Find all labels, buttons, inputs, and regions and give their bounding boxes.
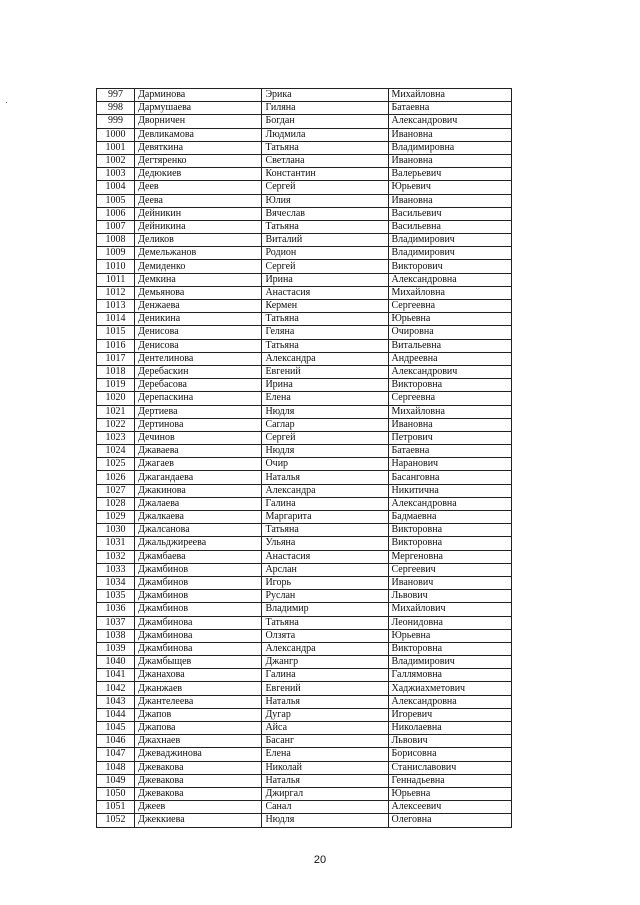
- table-row: [97, 141, 512, 154]
- table-row: [97, 801, 512, 814]
- row-number-cell: 1005: [97, 194, 135, 207]
- surname-cell: Джамбинов: [135, 563, 262, 576]
- patronymic-cell: Наранович: [388, 458, 511, 471]
- row-number-cell: 1021: [97, 405, 135, 418]
- page-number: 20: [313, 854, 327, 866]
- surname-cell: Демельжанов: [135, 247, 262, 260]
- patronymic-cell: Викторовна: [388, 524, 511, 537]
- surname-cell: Джевакова: [135, 787, 262, 800]
- table-row: [97, 787, 512, 800]
- first-name-cell: Очир: [262, 458, 388, 471]
- row-number-cell: 1036: [97, 603, 135, 616]
- table-row: [97, 128, 512, 141]
- first-name-cell: Джиргал: [262, 787, 388, 800]
- row-number-cell: 1017: [97, 352, 135, 365]
- table-row: [97, 735, 512, 748]
- surname-cell: Джамбаева: [135, 550, 262, 563]
- surname-cell: Дарминова: [135, 89, 262, 102]
- row-number-cell: 1029: [97, 511, 135, 524]
- first-name-cell: Александра: [262, 484, 388, 497]
- table-row: [97, 89, 512, 102]
- first-name-cell: Айса: [262, 722, 388, 735]
- surname-cell: Джамбинова: [135, 642, 262, 655]
- patronymic-cell: Владимирович: [388, 247, 511, 260]
- patronymic-cell: Галлямовна: [388, 669, 511, 682]
- table-row: [97, 629, 512, 642]
- first-name-cell: Константин: [262, 168, 388, 181]
- table-row: [97, 682, 512, 695]
- table-row: [97, 102, 512, 115]
- row-number-cell: 1013: [97, 300, 135, 313]
- row-number-cell: 1026: [97, 471, 135, 484]
- row-number-cell: 1001: [97, 141, 135, 154]
- row-number-cell: 1048: [97, 761, 135, 774]
- surname-cell: Деева: [135, 194, 262, 207]
- surname-cell: Дворничен: [135, 115, 262, 128]
- surname-cell: Девликамова: [135, 128, 262, 141]
- first-name-cell: Гиляна: [262, 102, 388, 115]
- first-name-cell: Николай: [262, 761, 388, 774]
- table-row: [97, 524, 512, 537]
- table-row: [97, 379, 512, 392]
- row-number-cell: 1018: [97, 365, 135, 378]
- surname-cell: Джевакова: [135, 774, 262, 787]
- patronymic-cell: Андреевна: [388, 352, 511, 365]
- first-name-cell: Арслан: [262, 563, 388, 576]
- row-number-cell: 1009: [97, 247, 135, 260]
- surname-cell: Демкина: [135, 273, 262, 286]
- table-row: [97, 286, 512, 299]
- first-name-cell: Басанг: [262, 735, 388, 748]
- patronymic-cell: Валерьевич: [388, 168, 511, 181]
- patronymic-cell: Юрьевна: [388, 629, 511, 642]
- first-name-cell: Людмила: [262, 128, 388, 141]
- row-number-cell: 1010: [97, 260, 135, 273]
- surname-cell: Джамбинов: [135, 576, 262, 589]
- patronymic-cell: Михайловна: [388, 405, 511, 418]
- first-name-cell: Ирина: [262, 379, 388, 392]
- surname-cell: Дейникин: [135, 207, 262, 220]
- row-number-cell: 997: [97, 89, 135, 102]
- table-row: [97, 656, 512, 669]
- surname-cell: Джамбинова: [135, 629, 262, 642]
- table-row: [97, 260, 512, 273]
- row-number-cell: 1012: [97, 286, 135, 299]
- first-name-cell: Игорь: [262, 576, 388, 589]
- first-name-cell: Юлия: [262, 194, 388, 207]
- first-name-cell: Наталья: [262, 695, 388, 708]
- surname-cell: Демиденко: [135, 260, 262, 273]
- patronymic-cell: Михайловна: [388, 286, 511, 299]
- patronymic-cell: Владимирович: [388, 656, 511, 669]
- patronymic-cell: Ивановна: [388, 418, 511, 431]
- patronymic-cell: Ивановна: [388, 194, 511, 207]
- surname-cell: Деребаскин: [135, 365, 262, 378]
- surname-cell: Джапов: [135, 708, 262, 721]
- table-row: [97, 300, 512, 313]
- surname-cell: Джалсанова: [135, 524, 262, 537]
- patronymic-cell: Александровна: [388, 695, 511, 708]
- patronymic-cell: Хаджиахметович: [388, 682, 511, 695]
- row-number-cell: 1042: [97, 682, 135, 695]
- patronymic-cell: Батаевна: [388, 102, 511, 115]
- patronymic-cell: Батаевна: [388, 445, 511, 458]
- first-name-cell: Дугар: [262, 708, 388, 721]
- patronymic-cell: Михайловна: [388, 89, 511, 102]
- table-row: [97, 365, 512, 378]
- table-row: [97, 326, 512, 339]
- patronymic-cell: Очировна: [388, 326, 511, 339]
- row-number-cell: 1030: [97, 524, 135, 537]
- row-number-cell: 1025: [97, 458, 135, 471]
- row-number-cell: 1050: [97, 787, 135, 800]
- patronymic-cell: Сергеевич: [388, 563, 511, 576]
- patronymic-cell: Михайлович: [388, 603, 511, 616]
- row-number-cell: 1022: [97, 418, 135, 431]
- first-name-cell: Ирина: [262, 273, 388, 286]
- first-name-cell: Галина: [262, 497, 388, 510]
- patronymic-cell: Сергеевна: [388, 300, 511, 313]
- first-name-cell: Руслан: [262, 590, 388, 603]
- patronymic-cell: Александровна: [388, 273, 511, 286]
- first-name-cell: Ульяна: [262, 537, 388, 550]
- patronymic-cell: Владимирович: [388, 234, 511, 247]
- row-number-cell: 1027: [97, 484, 135, 497]
- row-number-cell: 1007: [97, 220, 135, 233]
- surname-cell: Джаваева: [135, 445, 262, 458]
- surname-cell: Джеккиева: [135, 814, 262, 827]
- surname-cell: Джалкаева: [135, 511, 262, 524]
- patronymic-cell: Васильевич: [388, 207, 511, 220]
- surname-cell: Дентелинова: [135, 352, 262, 365]
- patronymic-cell: Борисовна: [388, 748, 511, 761]
- patronymic-cell: Викторовна: [388, 642, 511, 655]
- patronymic-cell: Олеговна: [388, 814, 511, 827]
- table-row: [97, 497, 512, 510]
- patronymic-cell: Иванович: [388, 576, 511, 589]
- first-name-cell: Богдан: [262, 115, 388, 128]
- table-row: [97, 563, 512, 576]
- surname-cell: Джакинова: [135, 484, 262, 497]
- row-number-cell: 1019: [97, 379, 135, 392]
- surname-cell: Джеев: [135, 801, 262, 814]
- patronymic-cell: Львович: [388, 735, 511, 748]
- first-name-cell: Татьяна: [262, 313, 388, 326]
- table-row: [97, 603, 512, 616]
- row-number-cell: 1006: [97, 207, 135, 220]
- surname-cell: Джагандаева: [135, 471, 262, 484]
- name-list-table: [96, 88, 512, 828]
- first-name-cell: Сергей: [262, 181, 388, 194]
- row-number-cell: 1004: [97, 181, 135, 194]
- row-number-cell: 1035: [97, 590, 135, 603]
- table-row: [97, 550, 512, 563]
- surname-cell: Дертиева: [135, 405, 262, 418]
- table-row: [97, 616, 512, 629]
- first-name-cell: Елена: [262, 392, 388, 405]
- surname-cell: Денисова: [135, 339, 262, 352]
- first-name-cell: Саглар: [262, 418, 388, 431]
- patronymic-cell: Мергеновна: [388, 550, 511, 563]
- surname-cell: Джанахова: [135, 669, 262, 682]
- table-row: [97, 761, 512, 774]
- surname-cell: Джагаев: [135, 458, 262, 471]
- row-number-cell: 1043: [97, 695, 135, 708]
- first-name-cell: Сергей: [262, 431, 388, 444]
- table-row: [97, 220, 512, 233]
- row-number-cell: 1003: [97, 168, 135, 181]
- surname-cell: Джамбыщев: [135, 656, 262, 669]
- surname-cell: Девяткина: [135, 141, 262, 154]
- patronymic-cell: Игоревич: [388, 708, 511, 721]
- first-name-cell: Александра: [262, 352, 388, 365]
- table-row: [97, 194, 512, 207]
- surname-cell: Денисова: [135, 326, 262, 339]
- patronymic-cell: Львович: [388, 590, 511, 603]
- surname-cell: Деребасова: [135, 379, 262, 392]
- first-name-cell: Нюдля: [262, 445, 388, 458]
- row-number-cell: 1023: [97, 431, 135, 444]
- patronymic-cell: Викторовна: [388, 379, 511, 392]
- table-row: [97, 168, 512, 181]
- surname-cell: Джапова: [135, 722, 262, 735]
- first-name-cell: Геляна: [262, 326, 388, 339]
- row-number-cell: 998: [97, 102, 135, 115]
- row-number-cell: 1002: [97, 154, 135, 167]
- surname-cell: Демьянова: [135, 286, 262, 299]
- table-row: [97, 352, 512, 365]
- patronymic-cell: Юрьевна: [388, 313, 511, 326]
- table-row: [97, 669, 512, 682]
- row-number-cell: 1034: [97, 576, 135, 589]
- patronymic-cell: Викторовна: [388, 537, 511, 550]
- table-row: [97, 708, 512, 721]
- first-name-cell: Татьяна: [262, 524, 388, 537]
- table-row: [97, 273, 512, 286]
- first-name-cell: Александра: [262, 642, 388, 655]
- row-number-cell: 1038: [97, 629, 135, 642]
- surname-cell: Джалаева: [135, 497, 262, 510]
- table-row: [97, 207, 512, 220]
- first-name-cell: Наталья: [262, 471, 388, 484]
- surname-cell: Дармушаева: [135, 102, 262, 115]
- row-number-cell: 1014: [97, 313, 135, 326]
- row-number-cell: 1037: [97, 616, 135, 629]
- row-number-cell: 1024: [97, 445, 135, 458]
- first-name-cell: Елена: [262, 748, 388, 761]
- first-name-cell: Наталья: [262, 774, 388, 787]
- first-name-cell: Нюдля: [262, 814, 388, 827]
- first-name-cell: Владимир: [262, 603, 388, 616]
- first-name-cell: Маргарита: [262, 511, 388, 524]
- patronymic-cell: Сергеевна: [388, 392, 511, 405]
- table-row: [97, 511, 512, 524]
- patronymic-cell: Васильевна: [388, 220, 511, 233]
- patronymic-cell: Владимировна: [388, 141, 511, 154]
- table-row: [97, 814, 512, 827]
- surname-cell: Дейникина: [135, 220, 262, 233]
- first-name-cell: Виталий: [262, 234, 388, 247]
- table-row: [97, 642, 512, 655]
- patronymic-cell: Никитична: [388, 484, 511, 497]
- surname-cell: Дерепаскина: [135, 392, 262, 405]
- table-row: [97, 154, 512, 167]
- patronymic-cell: Николаевна: [388, 722, 511, 735]
- row-number-cell: 999: [97, 115, 135, 128]
- table-row: [97, 590, 512, 603]
- table-row: [97, 418, 512, 431]
- first-name-cell: Олзята: [262, 629, 388, 642]
- patronymic-cell: Алексеевич: [388, 801, 511, 814]
- table-row: [97, 471, 512, 484]
- first-name-cell: Кермен: [262, 300, 388, 313]
- row-number-cell: 1032: [97, 550, 135, 563]
- row-number-cell: 1015: [97, 326, 135, 339]
- patronymic-cell: Юрьевна: [388, 787, 511, 800]
- row-number-cell: 1045: [97, 722, 135, 735]
- row-number-cell: 1033: [97, 563, 135, 576]
- first-name-cell: Татьяна: [262, 339, 388, 352]
- row-number-cell: 1040: [97, 656, 135, 669]
- surname-cell: Джамбинов: [135, 603, 262, 616]
- patronymic-cell: Леонидовна: [388, 616, 511, 629]
- surname-cell: Деев: [135, 181, 262, 194]
- table-row: [97, 445, 512, 458]
- first-name-cell: Санал: [262, 801, 388, 814]
- row-number-cell: 1008: [97, 234, 135, 247]
- surname-cell: Деникина: [135, 313, 262, 326]
- row-number-cell: 1011: [97, 273, 135, 286]
- patronymic-cell: Бадмаевна: [388, 511, 511, 524]
- table-row: [97, 405, 512, 418]
- first-name-cell: Джангр: [262, 656, 388, 669]
- table-row: [97, 458, 512, 471]
- row-number-cell: 1020: [97, 392, 135, 405]
- surname-cell: Денжаева: [135, 300, 262, 313]
- patronymic-cell: Геннадьевна: [388, 774, 511, 787]
- patronymic-cell: Басанговна: [388, 471, 511, 484]
- first-name-cell: Евгений: [262, 682, 388, 695]
- first-name-cell: Сергей: [262, 260, 388, 273]
- surname-cell: Джамбинов: [135, 590, 262, 603]
- first-name-cell: Светлана: [262, 154, 388, 167]
- row-number-cell: 1047: [97, 748, 135, 761]
- first-name-cell: Евгений: [262, 365, 388, 378]
- patronymic-cell: Ивановна: [388, 128, 511, 141]
- table-row: [97, 774, 512, 787]
- row-number-cell: 1039: [97, 642, 135, 655]
- surname-cell: Дертинова: [135, 418, 262, 431]
- surname-cell: Джанжаев: [135, 682, 262, 695]
- first-name-cell: Татьяна: [262, 141, 388, 154]
- surname-cell: Дедюкиев: [135, 168, 262, 181]
- patronymic-cell: Петрович: [388, 431, 511, 444]
- row-number-cell: 1052: [97, 814, 135, 827]
- row-number-cell: 1046: [97, 735, 135, 748]
- first-name-cell: Татьяна: [262, 220, 388, 233]
- row-number-cell: 1016: [97, 339, 135, 352]
- first-name-cell: Вячеслав: [262, 207, 388, 220]
- surname-cell: Джамбинова: [135, 616, 262, 629]
- surname-cell: Джевакова: [135, 761, 262, 774]
- row-number-cell: 1000: [97, 128, 135, 141]
- row-number-cell: 1031: [97, 537, 135, 550]
- table-row: [97, 339, 512, 352]
- patronymic-cell: Юрьевич: [388, 181, 511, 194]
- patronymic-cell: Викторович: [388, 260, 511, 273]
- table-row: [97, 722, 512, 735]
- table-row: [97, 484, 512, 497]
- row-number-cell: 1044: [97, 708, 135, 721]
- patronymic-cell: Александрович: [388, 365, 511, 378]
- table-row: [97, 247, 512, 260]
- patronymic-cell: Ивановна: [388, 154, 511, 167]
- surname-cell: Джеваджинова: [135, 748, 262, 761]
- first-name-cell: Галина: [262, 669, 388, 682]
- row-number-cell: 1028: [97, 497, 135, 510]
- table-row: [97, 181, 512, 194]
- scan-speck: [6, 102, 7, 103]
- first-name-cell: Анастасия: [262, 286, 388, 299]
- table-row: [97, 537, 512, 550]
- table-body: [97, 89, 512, 828]
- table-row: [97, 431, 512, 444]
- surname-cell: Дечинов: [135, 431, 262, 444]
- row-number-cell: 1041: [97, 669, 135, 682]
- row-number-cell: 1049: [97, 774, 135, 787]
- table-row: [97, 748, 512, 761]
- patronymic-cell: Станиславович: [388, 761, 511, 774]
- surname-cell: Джантелеева: [135, 695, 262, 708]
- patronymic-cell: Александровна: [388, 497, 511, 510]
- first-name-cell: Нюдля: [262, 405, 388, 418]
- surname-cell: Деликов: [135, 234, 262, 247]
- table-row: [97, 115, 512, 128]
- patronymic-cell: Александрович: [388, 115, 511, 128]
- first-name-cell: Родион: [262, 247, 388, 260]
- table-row: [97, 576, 512, 589]
- table-row: [97, 695, 512, 708]
- surname-cell: Джахнаев: [135, 735, 262, 748]
- patronymic-cell: Витальевна: [388, 339, 511, 352]
- first-name-cell: Эрика: [262, 89, 388, 102]
- table-row: [97, 234, 512, 247]
- row-number-cell: 1051: [97, 801, 135, 814]
- surname-cell: Джальджиреева: [135, 537, 262, 550]
- table-row: [97, 392, 512, 405]
- first-name-cell: Татьяна: [262, 616, 388, 629]
- first-name-cell: Анастасия: [262, 550, 388, 563]
- surname-cell: Дегтяренко: [135, 154, 262, 167]
- table-row: [97, 313, 512, 326]
